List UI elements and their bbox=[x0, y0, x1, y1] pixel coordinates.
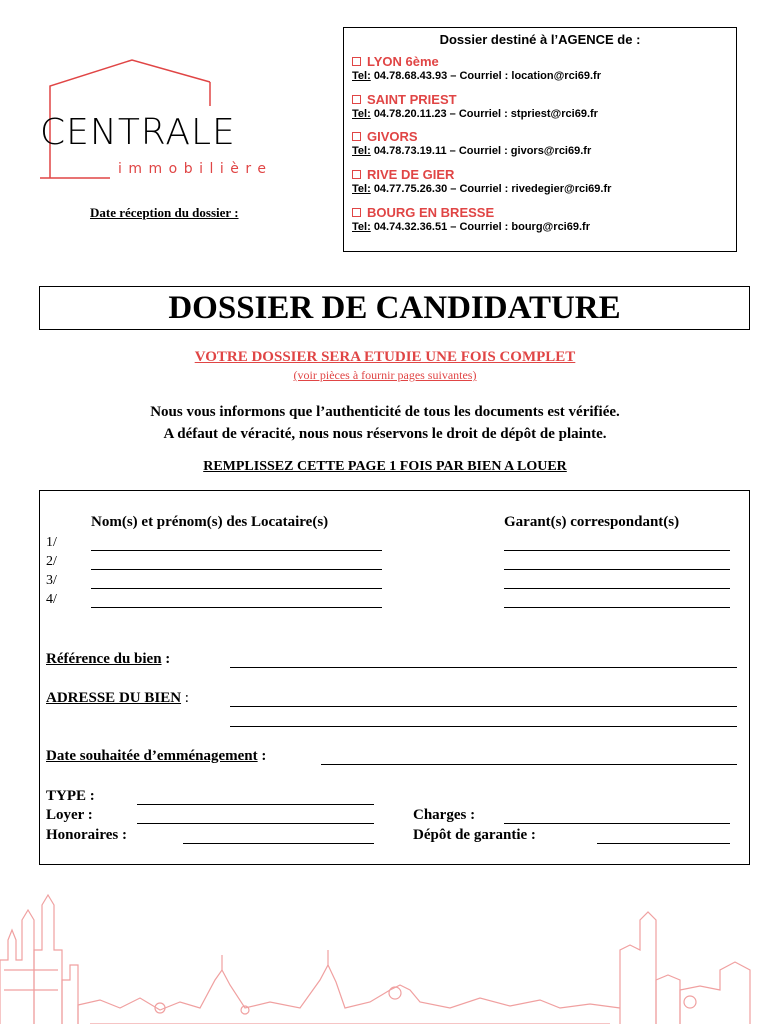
agency-phone: 04.74.32.36.51 bbox=[373, 221, 448, 233]
agency-phone: 04.78.20.11.23 bbox=[373, 108, 447, 120]
tenant-name-field[interactable] bbox=[91, 607, 382, 608]
address-field-line1[interactable] bbox=[230, 706, 737, 707]
type-label: TYPE : bbox=[46, 788, 95, 804]
agency-email: – Courriel : stpriest@rci69.fr bbox=[449, 108, 598, 120]
agency-email: – Courriel : location@rci69.fr bbox=[450, 70, 601, 82]
authenticity-warning: Nous vous informons que l’authenticité de tous les documents est vérifiée. bbox=[150, 404, 620, 420]
agency-item[interactable] bbox=[352, 128, 732, 157]
agency-email: – Courriel : rivedegier@rci69.fr bbox=[450, 183, 612, 195]
application-form bbox=[39, 490, 750, 865]
reference-label-text: Référence du bien bbox=[46, 651, 162, 667]
agency-phone: 04.77.75.26.30 bbox=[373, 183, 448, 195]
complaint-warning: A défaut de véracité, nous nous réservons le droit de dépôt de plainte. bbox=[163, 426, 607, 442]
date-reception-label: Date réception du dossier : bbox=[90, 205, 239, 220]
address-label bbox=[46, 690, 189, 707]
fees-label: Honoraires : bbox=[46, 827, 127, 843]
rent-field[interactable] bbox=[137, 823, 374, 824]
agency-phone: 04.78.68.43.93 bbox=[373, 70, 448, 82]
row-number: 1/ bbox=[46, 535, 57, 550]
agency-name: RIVE DE GIER bbox=[367, 166, 455, 182]
checkbox-icon[interactable] bbox=[352, 208, 361, 217]
agency-box bbox=[343, 27, 737, 252]
logo-subtitle: immobilière bbox=[118, 161, 273, 177]
checkbox-icon[interactable] bbox=[352, 57, 361, 66]
agency-email: – Courriel : givors@rci69.fr bbox=[449, 145, 592, 157]
tel-label: Tel: bbox=[352, 108, 371, 120]
charges-field[interactable] bbox=[504, 823, 730, 824]
checkbox-icon[interactable] bbox=[352, 132, 361, 141]
agency-name: GIVORS bbox=[367, 128, 418, 144]
guarantor-name-field[interactable] bbox=[504, 569, 730, 570]
agency-name: BOURG EN BRESSE bbox=[367, 204, 495, 220]
agency-box-title: Dossier destiné à l’AGENCE de : bbox=[439, 32, 641, 47]
deposit-label: Dépôt de garantie : bbox=[413, 827, 536, 843]
checkbox-icon[interactable] bbox=[352, 95, 361, 104]
agency-name: LYON 6ème bbox=[367, 53, 439, 69]
guarantors-header: Garant(s) correspondant(s) bbox=[504, 514, 680, 530]
fees-field[interactable] bbox=[183, 843, 374, 844]
tenants-header: Nom(s) et prénom(s) des Locataire(s) bbox=[91, 514, 329, 530]
agency-phone: 04.78.73.19.11 bbox=[373, 145, 447, 157]
row-number: 3/ bbox=[46, 573, 57, 588]
agency-item[interactable] bbox=[352, 166, 732, 195]
type-field[interactable] bbox=[137, 804, 374, 805]
agency-item[interactable] bbox=[352, 53, 732, 82]
agency-item[interactable] bbox=[352, 91, 732, 120]
guarantor-name-field[interactable] bbox=[504, 550, 730, 551]
address-label-text: ADRESSE DU BIEN bbox=[46, 690, 182, 706]
charges-label: Charges : bbox=[413, 807, 476, 823]
complete-notice: VOTRE DOSSIER SERA ETUDIE UNE FOIS COMPLET bbox=[194, 349, 576, 365]
tel-label: Tel: bbox=[352, 183, 371, 195]
row-number: 4/ bbox=[46, 592, 57, 607]
reference-label bbox=[46, 651, 170, 668]
reference-field[interactable] bbox=[230, 667, 737, 668]
rent-label: Loyer : bbox=[46, 807, 93, 823]
row-number: 2/ bbox=[46, 554, 57, 569]
guarantor-name-field[interactable] bbox=[504, 588, 730, 589]
deposit-field[interactable] bbox=[597, 843, 730, 844]
move-in-date-label bbox=[46, 748, 266, 765]
move-in-date-field[interactable] bbox=[321, 764, 737, 765]
guarantor-name-field[interactable] bbox=[504, 607, 730, 608]
tenant-name-field[interactable] bbox=[91, 588, 382, 589]
move-in-date-label-text: Date souhaitée d’emménagement bbox=[46, 748, 258, 764]
city-skyline-decoration bbox=[0, 890, 770, 1024]
agency-item[interactable] bbox=[352, 204, 732, 233]
address-colon: : bbox=[184, 690, 189, 706]
agency-email: – Courriel : bourg@rci69.fr bbox=[450, 221, 590, 233]
tel-label: Tel: bbox=[352, 145, 371, 157]
checkbox-icon[interactable] bbox=[352, 170, 361, 179]
agency-name: SAINT PRIEST bbox=[367, 91, 457, 107]
tel-label: Tel: bbox=[352, 70, 371, 82]
tenant-name-field[interactable] bbox=[91, 550, 382, 551]
address-field-line2[interactable] bbox=[230, 726, 737, 727]
move-in-date-colon: : bbox=[261, 748, 267, 764]
reference-colon: : bbox=[165, 651, 171, 667]
documents-link[interactable]: (voir pièces à fournir pages suivantes) bbox=[293, 368, 477, 382]
tel-label: Tel: bbox=[352, 221, 371, 233]
page-title: DOSSIER DE CANDIDATURE bbox=[39, 286, 750, 330]
tenant-name-field[interactable] bbox=[91, 569, 382, 570]
logo-word: CENTRALE bbox=[40, 112, 236, 153]
fill-instruction: REMPLISSEZ CETTE PAGE 1 FOIS PAR BIEN A LOUER bbox=[203, 459, 567, 474]
